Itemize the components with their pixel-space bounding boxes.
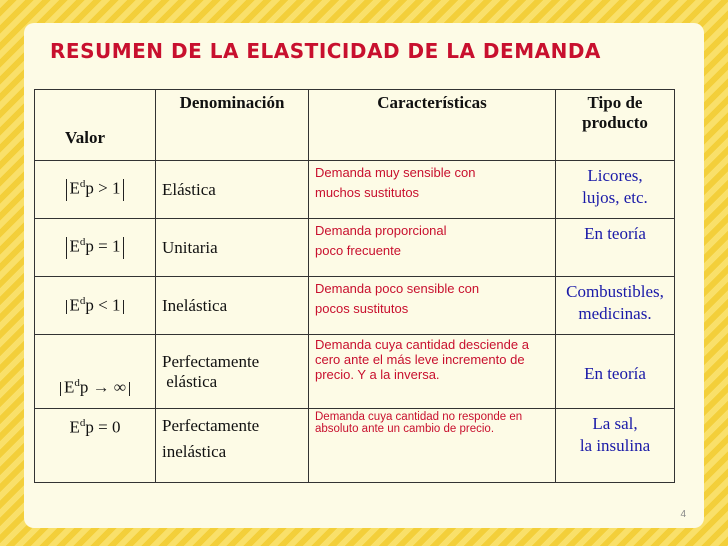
abs-bar-right	[123, 237, 124, 259]
slide-title: RESUMEN DE LA ELASTICIDAD DE LA DEMANDA	[50, 39, 601, 63]
valor-sup: d	[79, 295, 86, 308]
slide	[24, 23, 704, 528]
tipo-line: Licores,	[587, 166, 643, 185]
valor-base: E	[63, 378, 75, 397]
table-header-row	[35, 90, 675, 161]
caracteristicas-cell	[309, 161, 556, 219]
abs-bar-left	[66, 237, 67, 259]
valor-cell	[35, 277, 156, 335]
valor-rest: p < 1	[85, 295, 121, 315]
valor-cell	[35, 161, 156, 219]
abs-bar-left	[60, 382, 61, 396]
tipo-cell	[556, 277, 675, 335]
caracteristicas-text: Demanda cuya cantidad no responde en absoluto ante un cambio de precio.	[315, 411, 523, 435]
valor-cell	[35, 335, 156, 409]
caracteristicas-text: Demanda cuya cantidad desciende a cero ante el más leve incremento de precio. Y a la inversa.	[315, 337, 529, 382]
tipo-cell	[556, 409, 675, 483]
tipo-line: lujos, etc.	[582, 188, 648, 207]
page-number: 4	[680, 509, 686, 520]
valor-base: E	[69, 178, 80, 198]
valor-rest: p = 1	[85, 236, 121, 256]
table-row	[35, 219, 675, 277]
caracteristicas-line: poco frecuente	[315, 243, 402, 258]
denominacion-line: Perfectamente	[162, 351, 260, 371]
header-caracteristicas: Características	[309, 90, 556, 161]
caracteristicas-line: Demanda poco sensible con	[315, 281, 480, 296]
denominacion-line: inelástica	[162, 442, 227, 461]
denominacion-cell	[156, 219, 309, 277]
denominacion-cell	[156, 335, 309, 409]
caracteristicas-cell	[309, 277, 556, 335]
abs-bar-left	[66, 179, 67, 201]
tipo-line: la insulina	[579, 436, 651, 455]
header-tipo-line1: Tipo de	[587, 93, 643, 112]
valor-rest: p	[79, 378, 89, 397]
tipo-line: La sal,	[592, 414, 638, 433]
header-tipo-line2: producto	[582, 113, 648, 132]
denominacion-text: Inelástica	[162, 295, 228, 315]
elasticity-table	[34, 89, 675, 483]
tipo-line: medicinas.	[578, 304, 652, 323]
tipo-cell	[556, 335, 675, 409]
valor-rest: p > 1	[85, 178, 121, 198]
denominacion-cell	[156, 161, 309, 219]
valor-sup: d	[74, 377, 80, 390]
denominacion-text: Elástica	[162, 179, 216, 199]
valor-cell	[35, 219, 156, 277]
caracteristicas-line: Demanda muy sensible con	[315, 165, 476, 180]
caracteristicas-line: Demanda proporcional	[315, 223, 447, 238]
table-row	[35, 409, 675, 483]
abs-bar-right	[123, 300, 124, 314]
caracteristicas-cell	[309, 219, 556, 277]
valor-base: E	[69, 417, 80, 437]
valor-cell	[35, 409, 156, 483]
tipo-cell	[556, 219, 675, 277]
tipo-line: En teoría	[584, 224, 646, 243]
abs-bar-right	[123, 179, 124, 201]
caracteristicas-cell	[309, 409, 556, 483]
abs-bar-left	[66, 300, 67, 314]
valor-sup: d	[79, 178, 86, 191]
denominacion-line: elástica	[162, 371, 218, 391]
valor-sup: d	[79, 417, 86, 429]
table-row	[35, 161, 675, 219]
tipo-cell	[556, 161, 675, 219]
valor-sup: d	[79, 236, 86, 249]
caracteristicas-cell	[309, 335, 556, 409]
denominacion-text: Unitaria	[162, 237, 218, 257]
denominacion-cell	[156, 277, 309, 335]
caracteristicas-line: pocos sustitutos	[315, 301, 409, 316]
denominacion-line: Perfectamente	[162, 416, 260, 435]
table-row	[35, 277, 675, 335]
abs-bar-right	[129, 382, 130, 396]
valor-rest: p = 0	[85, 417, 121, 437]
caracteristicas-line: muchos sustitutos	[315, 185, 420, 200]
header-valor: Valor	[35, 90, 156, 161]
arrow-infinity: → ∞	[92, 378, 126, 397]
table-row	[35, 335, 675, 409]
tipo-line: En teoría	[584, 363, 646, 383]
valor-base: E	[69, 295, 80, 315]
denominacion-cell	[156, 409, 309, 483]
header-denominacion: Denominación	[156, 90, 309, 161]
header-tipo	[556, 90, 675, 161]
tipo-line: Combustibles,	[566, 282, 664, 301]
valor-base: E	[69, 236, 80, 256]
